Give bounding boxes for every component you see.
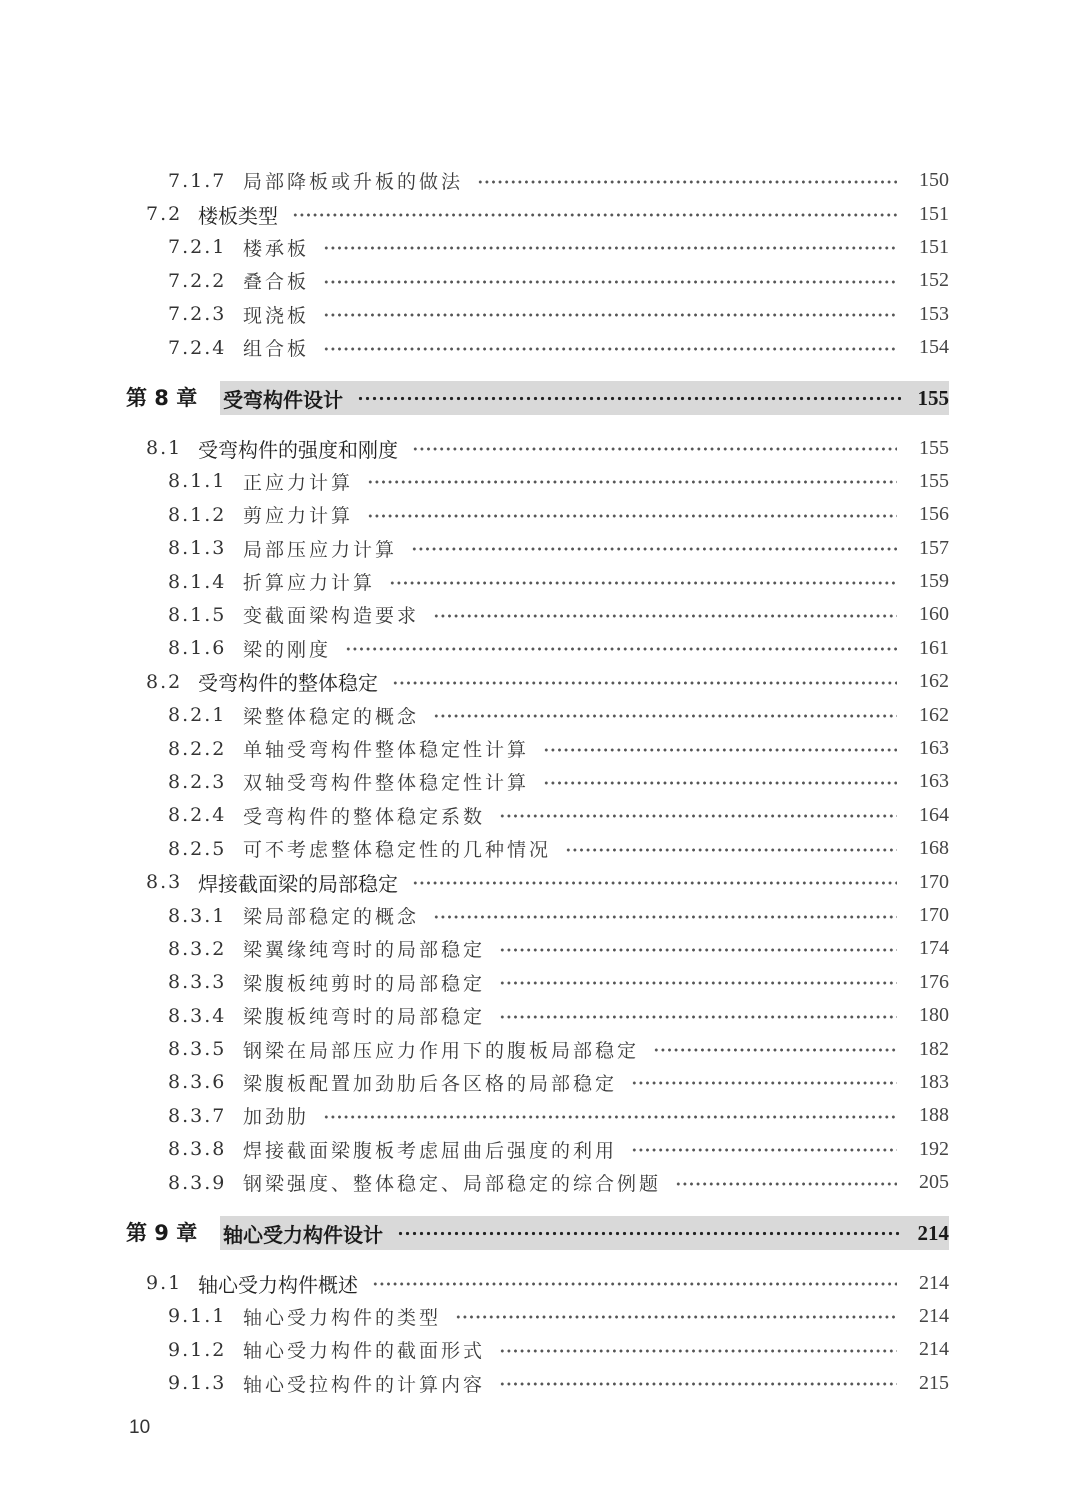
- dot-leader: [392, 681, 897, 685]
- entry-title: 局部降板或升板的做法: [243, 171, 464, 194]
- entry-page-number: 152: [919, 269, 949, 292]
- toc-subsection-row: [0, 565, 1080, 598]
- entry-number: 8.1.6: [168, 637, 227, 660]
- entry-page-number: 168: [919, 837, 949, 860]
- entry-title: 轴心受力构件概述: [198, 1272, 358, 1297]
- dot-leader: [323, 313, 897, 317]
- toc-section-row: [0, 665, 1080, 698]
- entry-title: 剪应力计算: [243, 505, 354, 528]
- entry-page-number: 180: [919, 1004, 949, 1027]
- entry-number: 8.3.2: [168, 937, 227, 960]
- entry-number: 7.2.1: [168, 236, 227, 259]
- toc-subsection-row: [0, 1300, 1080, 1333]
- entry-title: 梁腹板配置加劲肋后各区格的局部稳定: [243, 1072, 618, 1095]
- dot-leader: [412, 881, 897, 885]
- entry-title: 梁局部稳定的概念: [243, 906, 420, 928]
- entry-number: 7.2: [146, 203, 183, 226]
- entry-page-number: 155: [919, 469, 949, 492]
- toc-subsection-row: [0, 1333, 1080, 1366]
- dot-leader: [411, 547, 897, 551]
- toc-subsection-row: [0, 164, 1080, 197]
- entry-number: 8.2.1: [168, 704, 227, 727]
- entry-page-number: 215: [919, 1371, 949, 1394]
- toc-chapter-row: [0, 1208, 1080, 1258]
- toc-subsection-row: [0, 832, 1080, 865]
- toc-subsection-row: [0, 899, 1080, 932]
- entry-page-number: 188: [919, 1104, 949, 1127]
- toc-subsection-row: [0, 331, 1080, 364]
- entry-page-number: 162: [919, 670, 949, 693]
- entry-page-number: 214: [919, 1304, 949, 1327]
- entry-number: 8.3.9: [168, 1171, 227, 1194]
- entry-number: 8.2.2: [168, 737, 227, 760]
- entry-page-number: 151: [919, 235, 949, 258]
- entry-page-number: 159: [919, 570, 949, 593]
- entry-number: 9.1.1: [168, 1305, 227, 1328]
- toc-subsection-row: [0, 1099, 1080, 1132]
- entry-title: 钢梁在局部压应力作用下的腹板局部稳定: [243, 1039, 640, 1062]
- dot-leader: [477, 180, 897, 184]
- toc-chapter-row: [0, 373, 1080, 423]
- entry-title: 梁的刚度: [243, 638, 332, 661]
- dot-leader: [357, 396, 901, 401]
- entry-page-number: 164: [919, 803, 949, 826]
- entry-title: 梁整体稳定的概念: [243, 705, 420, 728]
- entry-title: 轴心受拉构件的计算内容: [243, 1373, 486, 1396]
- entry-title: 梁腹板纯剪时的局部稳定: [243, 972, 486, 995]
- chapter-title: 受弯构件设计: [223, 387, 343, 412]
- entry-number: 7.2.3: [168, 303, 227, 326]
- chapter-number: 第 8 章: [126, 386, 198, 411]
- entry-title: 折算应力计算: [243, 572, 376, 595]
- entry-number: 9.1.2: [168, 1338, 227, 1361]
- toc-subsection-row: [0, 1133, 1080, 1166]
- toc-subsection-row: [0, 465, 1080, 498]
- toc-subsection-row: [0, 532, 1080, 565]
- dot-leader: [433, 614, 897, 618]
- entry-title: 加劲肋: [243, 1106, 310, 1129]
- entry-title: 钢梁强度、整体稳定、局部稳定的综合例题: [243, 1173, 662, 1196]
- toc-subsection-row: [0, 1032, 1080, 1065]
- toc-section-row: [0, 865, 1080, 898]
- dot-leader: [412, 447, 897, 451]
- entry-number: 8.1.2: [168, 503, 227, 526]
- entry-number: 8.3.6: [168, 1071, 227, 1094]
- entry-number: 8.1.1: [168, 470, 227, 493]
- entry-title: 可不考虑整体稳定性的几种情况: [243, 839, 552, 862]
- entry-number: 8.2.4: [168, 804, 227, 827]
- entry-number: 9.1: [146, 1272, 183, 1295]
- chapter-title-band: [220, 1216, 949, 1250]
- dot-leader: [323, 347, 897, 351]
- toc-subsection-row: [0, 732, 1080, 765]
- entry-page-number: 214: [919, 1271, 949, 1294]
- entry-page-number: 176: [919, 970, 949, 993]
- entry-number: 8.3.3: [168, 971, 227, 994]
- dot-leader: [367, 514, 897, 518]
- dot-leader: [292, 213, 897, 217]
- entry-number: 8.2.5: [168, 837, 227, 860]
- entry-number: 8.3.1: [168, 904, 227, 927]
- toc-subsection-row: [0, 698, 1080, 731]
- entry-page-number: 170: [919, 904, 949, 926]
- entry-page-number: 153: [919, 302, 949, 325]
- entry-page-number: 163: [919, 737, 949, 760]
- toc-subsection-row: [0, 598, 1080, 631]
- entry-page-number: 157: [919, 536, 949, 559]
- entry-title: 单轴受弯构件整体稳定性计算: [243, 739, 530, 762]
- chapter-number: 第 9 章: [126, 1221, 198, 1246]
- toc-subsection-row: [0, 1066, 1080, 1099]
- entry-title: 受弯构件的整体稳定系数: [243, 805, 486, 828]
- entry-number: 8.1.5: [168, 603, 227, 626]
- dot-leader: [543, 781, 897, 785]
- chapter-page-number: 155: [917, 385, 949, 410]
- dot-leader: [499, 981, 897, 985]
- entry-title: 受弯构件的整体稳定: [198, 671, 378, 696]
- toc-subsection-row: [0, 765, 1080, 798]
- entry-title: 组合板: [243, 338, 310, 361]
- entry-title: 局部压应力计算: [243, 538, 398, 561]
- toc-subsection-row: [0, 1367, 1080, 1400]
- toc-subsection-row: [0, 932, 1080, 965]
- toc-section-row: [0, 1266, 1080, 1299]
- entry-number: 8.3.4: [168, 1004, 227, 1027]
- entry-number: 8.3.7: [168, 1104, 227, 1127]
- dot-leader: [653, 1048, 897, 1052]
- entry-number: 7.2.2: [168, 269, 227, 292]
- entry-number: 8.1.3: [168, 537, 227, 560]
- entry-number: 8.2.3: [168, 770, 227, 793]
- entry-number: 7.1.7: [168, 169, 227, 192]
- chapter-title: 轴心受力构件设计: [223, 1222, 383, 1247]
- entry-page-number: 163: [919, 770, 949, 793]
- entry-page-number: 161: [919, 636, 949, 659]
- dot-leader: [397, 1231, 901, 1236]
- toc-section-row: [0, 431, 1080, 464]
- entry-title: 轴心受力构件的类型: [243, 1306, 442, 1329]
- toc-subsection-row: [0, 799, 1080, 832]
- entry-page-number: 183: [919, 1070, 949, 1093]
- entry-number: 8.3: [146, 871, 183, 894]
- entry-title: 叠合板: [243, 271, 310, 294]
- entry-title: 焊接截面梁的局部稳定: [198, 871, 398, 896]
- entry-page-number: 156: [919, 503, 949, 526]
- toc-subsection-row: [0, 498, 1080, 531]
- entry-number: 8.1: [146, 437, 183, 460]
- entry-title: 楼板类型: [198, 203, 278, 228]
- dot-leader: [323, 280, 897, 284]
- entry-page-number: 155: [919, 436, 949, 459]
- dot-leader: [433, 714, 897, 718]
- entry-page-number: 150: [919, 169, 949, 192]
- toc-list: [0, 164, 1080, 1400]
- entry-title: 双轴受弯构件整体稳定性计算: [243, 772, 530, 795]
- toc-subsection-row: [0, 231, 1080, 264]
- dot-leader: [675, 1182, 897, 1186]
- dot-leader: [499, 814, 897, 818]
- entry-number: 7.2.4: [168, 336, 227, 359]
- entry-title: 梁翼缘纯弯时的局部稳定: [243, 939, 486, 962]
- entry-title: 变截面梁构造要求: [243, 605, 420, 628]
- entry-page-number: 182: [919, 1037, 949, 1060]
- entry-title: 楼承板: [243, 237, 310, 260]
- dot-leader: [565, 848, 897, 852]
- entry-page-number: 174: [919, 937, 949, 960]
- dot-leader: [455, 1315, 897, 1319]
- dot-leader: [499, 1015, 897, 1019]
- dot-leader: [499, 1349, 897, 1353]
- toc-subsection-row: [0, 632, 1080, 665]
- dot-leader: [323, 1115, 897, 1119]
- entry-page-number: 160: [919, 603, 949, 626]
- toc-subsection-row: [0, 966, 1080, 999]
- toc-section-row: [0, 197, 1080, 230]
- entry-page-number: 214: [919, 1338, 949, 1361]
- entry-page-number: 170: [919, 870, 949, 893]
- entry-title: 焊接截面梁腹板考虑屈曲后强度的利用: [243, 1139, 618, 1162]
- entry-number: 9.1.3: [168, 1372, 227, 1395]
- entry-title: 受弯构件的强度和刚度: [198, 437, 398, 462]
- toc-subsection-row: [0, 264, 1080, 297]
- dot-leader: [389, 581, 897, 585]
- dot-leader: [372, 1282, 897, 1286]
- entry-title: 现浇板: [243, 304, 310, 327]
- entry-page-number: 151: [919, 202, 949, 225]
- entry-title: 梁腹板纯弯时的局部稳定: [243, 1006, 486, 1029]
- dot-leader: [543, 748, 897, 752]
- entry-page-number: 192: [919, 1137, 949, 1160]
- entry-number: 8.1.4: [168, 570, 227, 593]
- dot-leader: [367, 480, 897, 484]
- toc-subsection-row: [0, 298, 1080, 331]
- dot-leader: [499, 1382, 897, 1386]
- dot-leader: [631, 1148, 897, 1152]
- dot-leader: [345, 647, 897, 651]
- dot-leader: [499, 948, 897, 952]
- entry-page-number: 162: [919, 703, 949, 726]
- chapter-page-number: 214: [917, 1220, 949, 1245]
- entry-number: 8.2: [146, 670, 183, 693]
- page-number: 10: [129, 1417, 151, 1438]
- toc-subsection-row: [0, 1166, 1080, 1199]
- chapter-title-band: [220, 381, 949, 415]
- entry-title: 正应力计算: [243, 471, 354, 494]
- dot-leader: [323, 246, 897, 250]
- entry-page-number: 154: [919, 336, 949, 359]
- toc-subsection-row: [0, 999, 1080, 1032]
- dot-leader: [433, 915, 897, 919]
- entry-title: 轴心受力构件的截面形式: [243, 1340, 486, 1363]
- dot-leader: [631, 1081, 897, 1085]
- entry-number: 8.3.8: [168, 1138, 227, 1161]
- entry-number: 8.3.5: [168, 1038, 227, 1061]
- entry-page-number: 205: [919, 1171, 949, 1194]
